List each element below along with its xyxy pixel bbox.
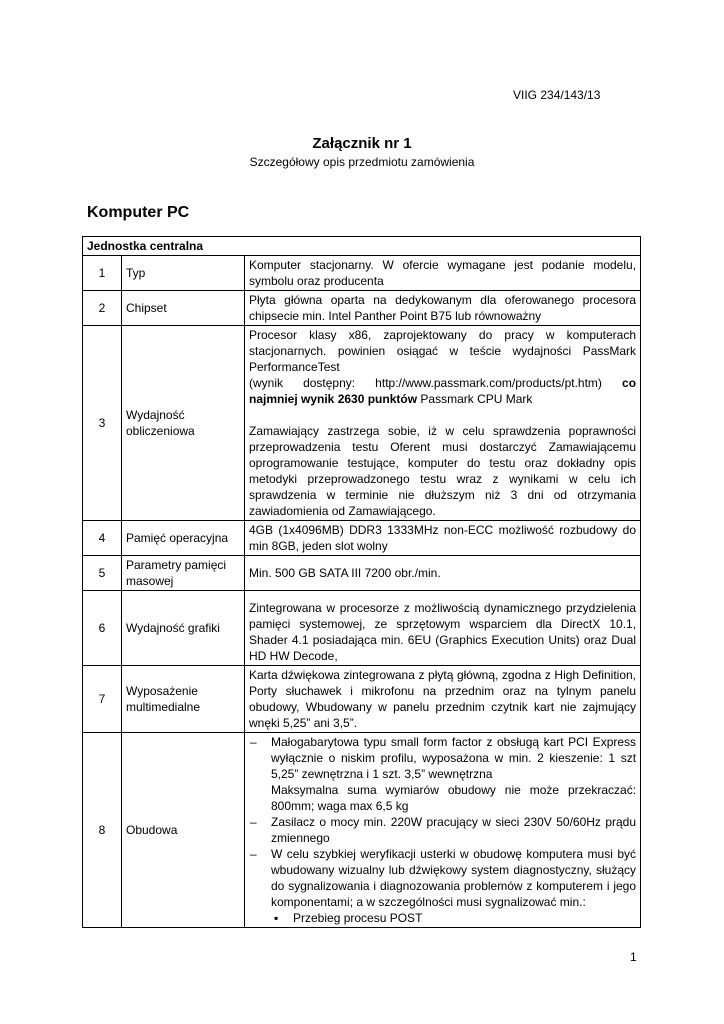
row-number: 2 bbox=[83, 291, 122, 326]
cpu-requirement bbox=[249, 327, 636, 407]
row-parameter: Wyposażenie multimedialne bbox=[122, 666, 245, 733]
table-row bbox=[83, 666, 641, 733]
row-number: 6 bbox=[83, 591, 122, 666]
table-row bbox=[83, 556, 641, 591]
table-row bbox=[83, 521, 641, 556]
row-description: Zintegrowana w procesorze z możliwością dynamicznego przydzielenia pamięci systemowej, ze sprzętowym wsparciem dla DirectX 10.1, Shader 4.1 posiadająca min. 6EU (Graphics Execution Units) oraz Dual HD HW Decode, bbox=[245, 591, 641, 666]
passmark-link-text: (wynik dostępny: http://www.passmark.com/products/pt.htm) bbox=[249, 376, 602, 390]
row-description bbox=[245, 326, 641, 521]
row-number: 8 bbox=[83, 733, 122, 928]
list-item bbox=[249, 846, 636, 926]
table-row bbox=[83, 291, 641, 326]
list-item bbox=[249, 734, 636, 814]
annex-title: Załącznik nr 1 bbox=[312, 135, 412, 152]
list-item-text: Małogabarytowa typu small form factor z obsługą kart PCI Express wyłącznie o niskim profilu, wyposażona w min. 2 kieszenie: 1 szt 5,25” zewnętrzna i 1 szt. 3,5” wewnętrzna bbox=[271, 735, 637, 781]
row-description: 4GB (1x4096MB) DDR3 1333MHz non-ECC możliwość rozbudowy do min 8GB, jeden slot wolny bbox=[245, 521, 641, 556]
row-description: Komputer stacjonarny. W ofercie wymagane jest podanie modelu, symbolu oraz producenta bbox=[245, 256, 641, 291]
min-score-text: co najmniej wynik 2630 punktów bbox=[249, 376, 637, 406]
table-row bbox=[83, 326, 641, 521]
section-row bbox=[83, 237, 641, 256]
row-number: 4 bbox=[83, 521, 122, 556]
table-row bbox=[83, 733, 641, 928]
test-verification-text: Zamawiający zastrzega sobie, iż w celu sprawdzenia poprawności przeprowadzenia testu Oferent musi dostarczyć Zamawiającemu oprogramowanie testujące, komputer do testu oraz dokładny opis metodyki przeprowadzonego testu wraz z wynikami w celu ich sprawdzenia w terminie nie dłuższym niż 3 dni od otrzymania zawiadomienia od Zamawiającego. bbox=[249, 424, 637, 518]
row-parameter: Parametry pamięci masowej bbox=[122, 556, 245, 591]
row-number: 7 bbox=[83, 666, 122, 733]
row-description: Płyta główna oparta na dedykowanym dla oferowanego procesora chipsecie min. Intel Panther Point B75 lub równoważny bbox=[245, 291, 641, 326]
enclosure-requirements bbox=[249, 734, 636, 926]
row-parameter: Wydajność obliczeniowa bbox=[122, 326, 245, 521]
row-parameter: Wydajność grafiki bbox=[122, 591, 245, 666]
row-parameter: Obudowa bbox=[122, 733, 245, 928]
list-item-text: Maksymalna suma wymiarów obudowy nie może przekraczać: 800mm; waga max 6,5 kg bbox=[271, 783, 637, 813]
document-reference: VIIG 234/143/13 bbox=[513, 88, 601, 102]
page-number: 1 bbox=[630, 950, 637, 964]
section-heading: Komputer PC bbox=[87, 204, 190, 221]
row-number: 1 bbox=[83, 256, 122, 291]
row-parameter: Pamięć operacyjna bbox=[122, 521, 245, 556]
row-parameter: Chipset bbox=[122, 291, 245, 326]
list-item: – Zasilacz o mocy min. 220W pracujący w sieci 230V 50/60Hz prądu zmiennego bbox=[249, 814, 636, 846]
cpu-requirement-text: Procesor klasy x86, zaprojektowany do pracy w komputerach stacjonarnych. powinien osiągać w teście wydajności PassMark PerformanceTest bbox=[249, 328, 637, 374]
row-number: 5 bbox=[83, 556, 122, 591]
row-description: Karta dźwiękowa zintegrowana z płytą główną, zgodna z High Definition, Porty słuchawek i mikrofonu na przednim oraz na tylnym panelu obudowy, Wbudowany w panelu przednim czytnik kart nie zajmujący wnęki 5,25” ani 3,5”. bbox=[245, 666, 641, 733]
specification-table bbox=[82, 236, 641, 928]
sub-list-item: ▪ Przebieg procesu POST bbox=[271, 910, 636, 926]
cpu-mark-text: Passmark CPU Mark bbox=[420, 392, 533, 406]
row-parameter: Typ bbox=[122, 256, 245, 291]
annex-subtitle: Szczegółowy opis przedmiotu zamówienia bbox=[249, 155, 475, 169]
row-number: 3 bbox=[83, 326, 122, 521]
table-row bbox=[83, 256, 641, 291]
section-label: Jednostka centralna bbox=[83, 237, 641, 256]
diagnostic-sublist bbox=[271, 910, 636, 926]
list-item-text: W celu szybkiej weryfikacji usterki w obudowę komputera musi być wbudowany wizualny lub dźwiękowy system diagnostyczny, służący do sygnalizowania i diagnozowania problemów z komputerem i jego komponentami; a w szczególności musi sygnalizować min.: bbox=[271, 847, 637, 909]
row-description: Min. 500 GB SATA III 7200 obr./min. bbox=[245, 556, 641, 591]
table-row bbox=[83, 591, 641, 666]
row-description bbox=[245, 733, 641, 928]
